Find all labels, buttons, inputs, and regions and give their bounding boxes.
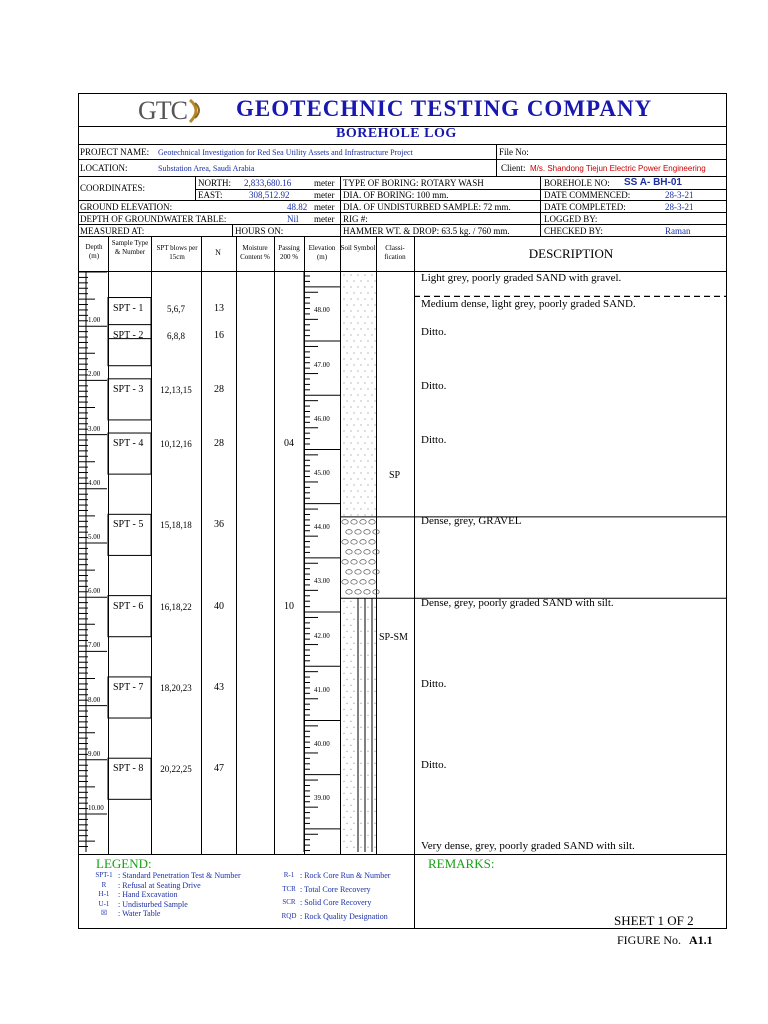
coordinates-label: COORDINATES:	[80, 183, 146, 193]
legend-code: U-1	[98, 899, 110, 908]
depth-label: 9.00	[88, 749, 101, 758]
legend-code: ☒	[100, 909, 108, 918]
location-label: LOCATION:	[80, 163, 128, 173]
legend-text: : Rock Quality Designation	[300, 911, 388, 921]
depth-label: 8.00	[88, 695, 101, 704]
spt-blows: 5,6,7	[167, 303, 185, 314]
depth-label: 5.00	[88, 533, 101, 541]
legend-text: : Total Core Recovery	[300, 884, 371, 894]
spt-n-value: 36	[214, 519, 224, 531]
spt-blows: 18,20,23	[160, 682, 192, 693]
client-value: M/s. Shandong Tiejun Electric Power Engineering	[530, 164, 706, 173]
legend-code: R-1	[283, 871, 295, 879]
borehole-label: BOREHOLE NO:	[544, 178, 610, 188]
project-value: Geotechnical Investigation for Red Sea Utility Assets and Infrastructure Project	[158, 148, 413, 157]
depth-label: 10.00	[88, 804, 104, 812]
elevation-label: 42.00	[314, 631, 330, 640]
legend-text: : Solid Core Recovery	[300, 898, 372, 907]
col-sample: Sample Type & Number	[111, 239, 149, 256]
elevation-label: 44.00	[314, 523, 330, 532]
legend-title: LEGEND:	[96, 856, 152, 871]
east-unit: meter	[314, 190, 335, 200]
legend-code: TCR	[282, 884, 296, 893]
elevation-label: 41.00	[314, 685, 330, 694]
spt-n-value: 16	[214, 329, 224, 341]
borehole-log-title: BOREHOLE LOG	[336, 126, 457, 141]
col-symbol: Soil Symbol	[340, 244, 376, 252]
ground-elevation-unit: meter	[314, 202, 335, 212]
rig-label: RIG #:	[343, 214, 368, 224]
location-value: Substation Area, Saudi Arabia	[158, 164, 255, 173]
depth-label: 4.00	[88, 478, 101, 487]
description-3: Ditto.	[421, 326, 447, 338]
spt-n-value: 13	[214, 302, 224, 314]
east-label: EAST:	[198, 190, 223, 200]
borehole-value: SS A- BH-01	[624, 177, 682, 188]
col-depth: Depth (m)	[85, 243, 103, 260]
col-moisture: Moisture Content %	[240, 244, 270, 261]
undisturbed-diameter: DIA. OF UNDISTURBED SAMPLE: 72 mm.	[343, 202, 511, 212]
col-description: DESCRIPTION	[528, 246, 614, 261]
description-4: Ditto.	[421, 380, 447, 392]
commenced-label: DATE COMMENCED:	[544, 190, 631, 200]
logo-text: GTC	[138, 96, 187, 125]
legend-code: R	[101, 880, 107, 889]
hammer-info: HAMMER WT. & DROP: 63.5 kg. / 760 mm.	[343, 226, 510, 236]
north-unit: meter	[314, 178, 335, 188]
description-10: Very dense, grey, poorly graded SAND with silt.	[421, 840, 635, 852]
elevation-label: 46.00	[314, 414, 330, 423]
groundwater-label: DEPTH OF GROUNDWATER TABLE:	[80, 214, 227, 224]
description-7: Dense, grey, poorly graded SAND with silt.	[421, 597, 614, 609]
completed-value: 28-3-21	[665, 202, 694, 212]
description-2: Medium dense, light grey, poorly graded SAND.	[421, 298, 636, 310]
boring-diameter: DIA. OF BORING: 100 mm.	[343, 190, 449, 200]
col-classification: Classi- fication	[384, 244, 406, 261]
description-1: Light grey, poorly graded SAND with gravel.	[421, 272, 622, 284]
spt-blows: 15,18,18	[160, 520, 192, 531]
legend-text: : Rock Core Run & Number	[300, 871, 391, 880]
spt-n-value: 28	[214, 438, 224, 450]
classification-sp: SP	[389, 470, 401, 481]
passing-200-value: 04	[284, 438, 294, 450]
sample-id: SPT - 7	[113, 681, 144, 693]
checked-label: CHECKED BY:	[544, 226, 603, 236]
sample-id: SPT - 2	[113, 329, 144, 341]
classification-sp-sm: SP-SM	[379, 632, 408, 643]
legend-text: : Hand Excavation	[118, 890, 178, 900]
hours-label: HOURS ON:	[235, 226, 284, 236]
company-name: GEOTECHNIC TESTING COMPANY	[236, 96, 653, 121]
remarks-title: REMARKS:	[428, 856, 495, 871]
logged-label: LOGGED BY:	[544, 214, 598, 224]
ground-elevation-value: 48.82	[287, 202, 308, 212]
elevation-label: 43.00	[314, 577, 330, 586]
elevation-label: 45.00	[314, 469, 330, 478]
spt-n-value: 43	[214, 681, 224, 693]
sample-id: SPT - 3	[113, 383, 144, 395]
spt-blows: 12,13,15	[160, 384, 192, 395]
spt-n-value: 28	[214, 383, 224, 395]
legend-code: SPT-1	[95, 871, 113, 879]
description-5: Ditto.	[421, 434, 447, 446]
spt-blows: 16,18,22	[160, 601, 192, 612]
measured-label: MEASURED AT:	[80, 226, 145, 236]
north-label: NORTH:	[198, 178, 231, 188]
legend-code: RQD	[281, 911, 297, 920]
legend-text: : Standard Penetration Test & Number	[118, 871, 241, 880]
elevation-label: 48.00	[314, 306, 330, 315]
elevation-label: 40.00	[314, 740, 330, 749]
sample-id: SPT - 1	[113, 302, 144, 314]
depth-label: 3.00	[88, 424, 101, 433]
file-label: File No:	[499, 147, 529, 157]
spt-n-value: 47	[214, 763, 224, 775]
ground-elevation-label: GROUND ELEVATION:	[80, 202, 173, 212]
boring-type: TYPE OF BORING: ROTARY WASH	[343, 178, 484, 188]
depth-label: 7.00	[88, 641, 101, 650]
commenced-value: 28-3-21	[665, 190, 694, 200]
legend-code: H-1	[98, 890, 110, 899]
description-8: Ditto.	[421, 678, 447, 690]
sample-id: SPT - 8	[113, 763, 144, 775]
spt-blows: 10,12,16	[160, 439, 192, 450]
north-value: 2,833,680.16	[244, 178, 292, 188]
figure-label: FIGURE No.	[617, 933, 682, 947]
col-elevation: Elevation (m)	[308, 244, 336, 261]
figure-value: A1.1	[689, 933, 713, 947]
col-passing: Passing 200 %	[278, 244, 300, 261]
depth-label: 6.00	[88, 587, 101, 596]
legend-text: : Water Table	[118, 909, 161, 919]
completed-label: DATE COMPLETED:	[544, 202, 626, 212]
elevation-label: 39.00	[314, 794, 330, 803]
project-label: PROJECT NAME:	[80, 147, 150, 157]
legend-text: : Undisturbed Sample	[118, 899, 188, 909]
groundwater-unit: meter	[314, 214, 335, 224]
depth-label: 2.00	[88, 370, 101, 379]
elevation-label: 47.00	[314, 360, 330, 369]
depth-label: 1.00	[88, 316, 101, 325]
sample-id: SPT - 5	[113, 519, 144, 531]
spt-blows: 6,8,8	[167, 330, 185, 341]
description-9: Ditto.	[421, 759, 447, 771]
legend-code: SCR	[282, 898, 296, 906]
sample-id: SPT - 4	[113, 438, 144, 450]
east-value: 308,512.92	[249, 190, 290, 200]
spt-blows: 20,22,25	[160, 764, 192, 775]
client-label: Client:	[501, 163, 526, 173]
sample-id: SPT - 6	[113, 600, 144, 612]
spt-n-value: 40	[214, 600, 224, 612]
checked-value: Raman	[665, 226, 691, 236]
legend-text: : Refusal at Seating Drive	[118, 880, 201, 890]
passing-200-value: 10	[284, 600, 294, 612]
groundwater-value: Nil	[287, 214, 299, 224]
col-blows: SPT blows per 15cm	[156, 244, 198, 261]
description-6: Dense, grey, GRAVEL	[421, 515, 522, 527]
col-n: N	[215, 248, 221, 257]
sheet-number: SHEET 1 OF 2	[614, 913, 694, 928]
